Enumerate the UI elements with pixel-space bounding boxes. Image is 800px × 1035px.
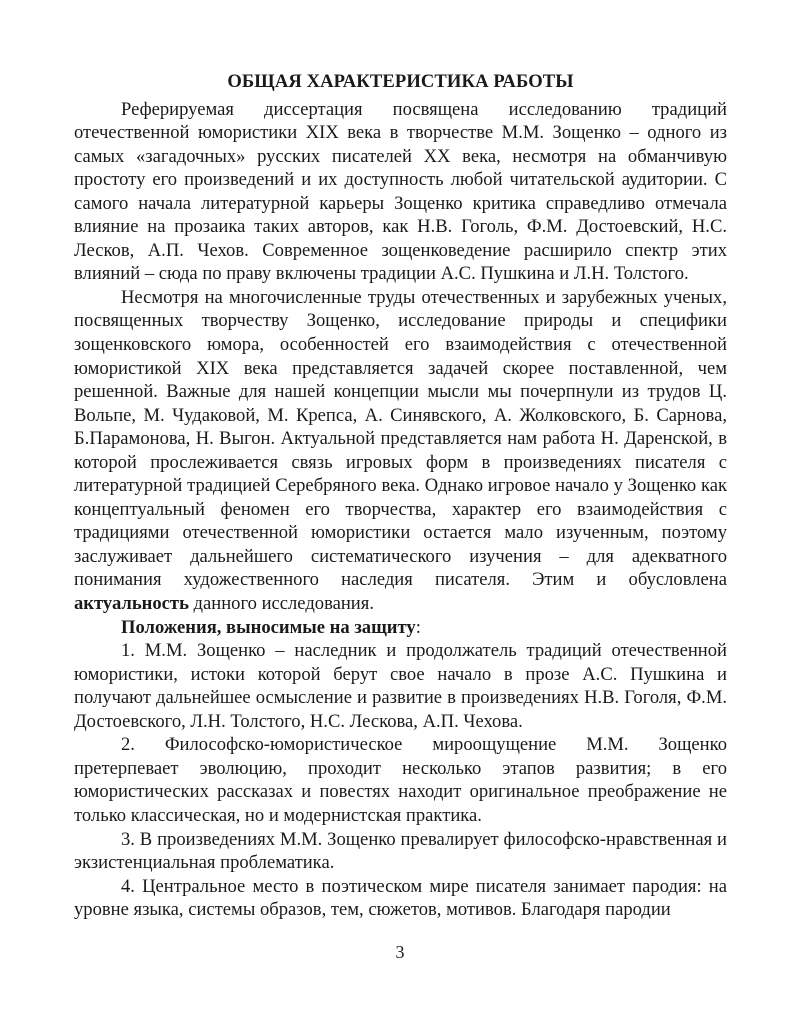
theses-heading-colon: : <box>415 616 421 638</box>
relevance-paragraph-text: Несмотря на многочисленные труды отечественных и зарубежных ученых, посвященных творчеству Зощенко, исследование природы и специфики зощенковского юмора, особенностей его взаимодействия с отечественной юмористикой XIX века представляется задачей скорее поставленной, чем решенной. Важные для нашей концепции мысли мы почерпнули из трудов Ц. Вольпе, М. Чудаковой, М. Крепса, А. Синявского, А. Жолковского, Б. Сарнова, Б.Парамонова, Н. Выгон. Актуальной представляется нам работа Н. Даренской, в которой прослеживается связь игровых форм в произведениях писателя с литературной традицией Серебряного века. Однако игровое начало у Зощенко как концептуальный феномен его творчества, характер его взаимодействия с традициями отечественной юмористики остается мало изученным, поэтому заслуживает дальнейшего систематического изучения – для адекватного понимания художественного наследия писателя. Этим и обусловлена <box>74 286 727 591</box>
thesis-item: 4. Центральное место в поэтическом мире писателя занимает пародия: на уровне языка, системы образов, тем, сюжетов, мотивов. Благодаря пародии <box>74 875 727 921</box>
thesis-item: 3. В произведениях М.М. Зощенко превалирует философско-нравственная и экзистенциальная проблематика. <box>74 828 727 874</box>
page-number: 3 <box>395 942 405 962</box>
theses-heading: Положения, выносимые на защиту <box>121 616 416 638</box>
relevance-tail: данного исследования. <box>188 593 374 615</box>
relevance-paragraph <box>74 286 727 616</box>
thesis-item: 2. Философско-юмористическое мироощущение М.М. Зощенко претерпевает эволюцию, проходит несколько этапов развития; в его юмористических рассказах и повестях находит оригинальное преображение не только классическая, но и модернистская практика. <box>74 734 727 826</box>
section-heading: ОБЩАЯ ХАРАКТЕРИСТИКА РАБОТЫ <box>227 71 574 92</box>
thesis-item: 1. М.М. Зощенко – наследник и продолжатель традиций отечественной юмористики, истоки которой берут свое начало в прозе А.С. Пушкина и получают дальнейшее осмысление и развитие в произведениях Н.В. Гоголя, Ф.М. Достоевского, Л.Н. Толстого, Н.С. Лескова, А.П. Чехова. <box>74 640 727 732</box>
intro-paragraph: Реферируемая диссертация посвящена исследованию традиций отечественной юмористики XIX века в творчестве М.М. Зощенко – одного из самых «загадочных» русских писателей ХХ века, несмотря на обманчивую простоту его произведений и их доступность любой читательской аудитории. С самого начала литературной карьеры Зощенко критика справедливо отмечала влияние на прозаика таких авторов, как Н.В. Гоголь, Ф.М. Достоевский, Н.С. Лесков, А.П. Чехов. Современное зощенковедение расширило спектр этих влияний – сюда по праву включены традиции А.С. Пушкина и Л.Н. Толстого. <box>74 98 727 285</box>
relevance-term: актуальность <box>74 593 189 615</box>
document-page <box>74 70 727 922</box>
theses-heading-line <box>74 616 727 640</box>
